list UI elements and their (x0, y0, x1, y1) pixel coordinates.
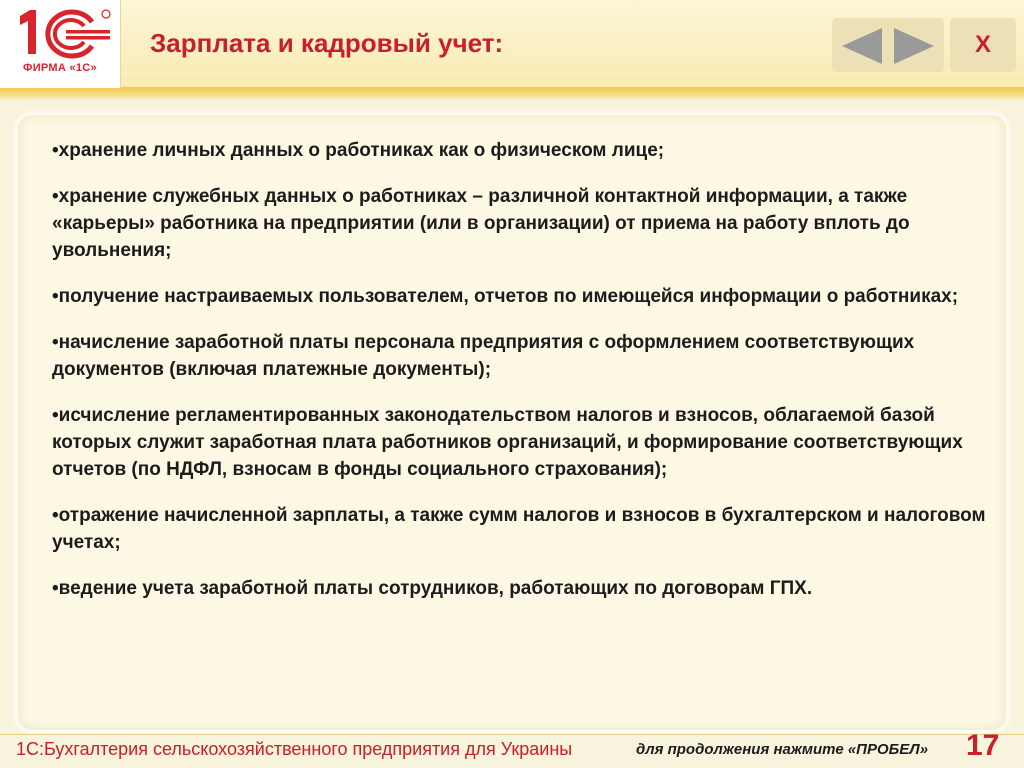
list-item: •отражение начисленной зарплаты, а также сумм налогов и взносов в бухгалтерском и налоговом учетах; (52, 505, 986, 553)
list-item: •хранение личных данных о работниках как о физическом лице; (52, 140, 665, 161)
page-number: 17 (966, 729, 1000, 762)
list-item: •получение настраиваемых пользователем, отчетов по имеющейся информации о работниках; (52, 286, 959, 307)
list-item: •исчисление регламентированных законодательством налогов и взносов, облагаемой базой которых служит заработная плата работников организаций, и формирование соответствующих отчетов (по НДФЛ, взносам в фонды социального страхования); (52, 405, 963, 480)
list-item: •хранение служебных данных о работниках – различной контактной информации, а также «карьеры» работника на предприятии (или в организации) от приема на работу вплоть до увольнения; (52, 186, 910, 261)
triangle-left-icon[interactable] (838, 26, 884, 66)
list-item: •начисление заработной платы персонала предприятия с оформлением соответствующих документов (включая платежные документы); (52, 332, 915, 380)
logo-caption: ФИРМА «1С» (23, 62, 97, 74)
continue-hint: для продолжения нажмите «ПРОБЕЛ» (636, 741, 929, 758)
product-name: 1С:Бухгалтерия сельскохозяйственного предприятия для Украины (16, 739, 573, 759)
triangle-right-icon[interactable] (892, 26, 938, 66)
1c-logo-icon (6, 6, 114, 62)
slide-title: Зарплата и кадровый учет: (150, 28, 504, 58)
list-item: •ведение учета заработной платы сотрудников, работающих по договорам ГПХ. (52, 578, 813, 599)
navigation-controls (832, 18, 944, 72)
footer-divider (0, 734, 1024, 735)
header-divider (0, 87, 1024, 101)
logo (0, 0, 121, 88)
close-button[interactable]: X (950, 18, 1016, 72)
feature-list (52, 137, 998, 621)
